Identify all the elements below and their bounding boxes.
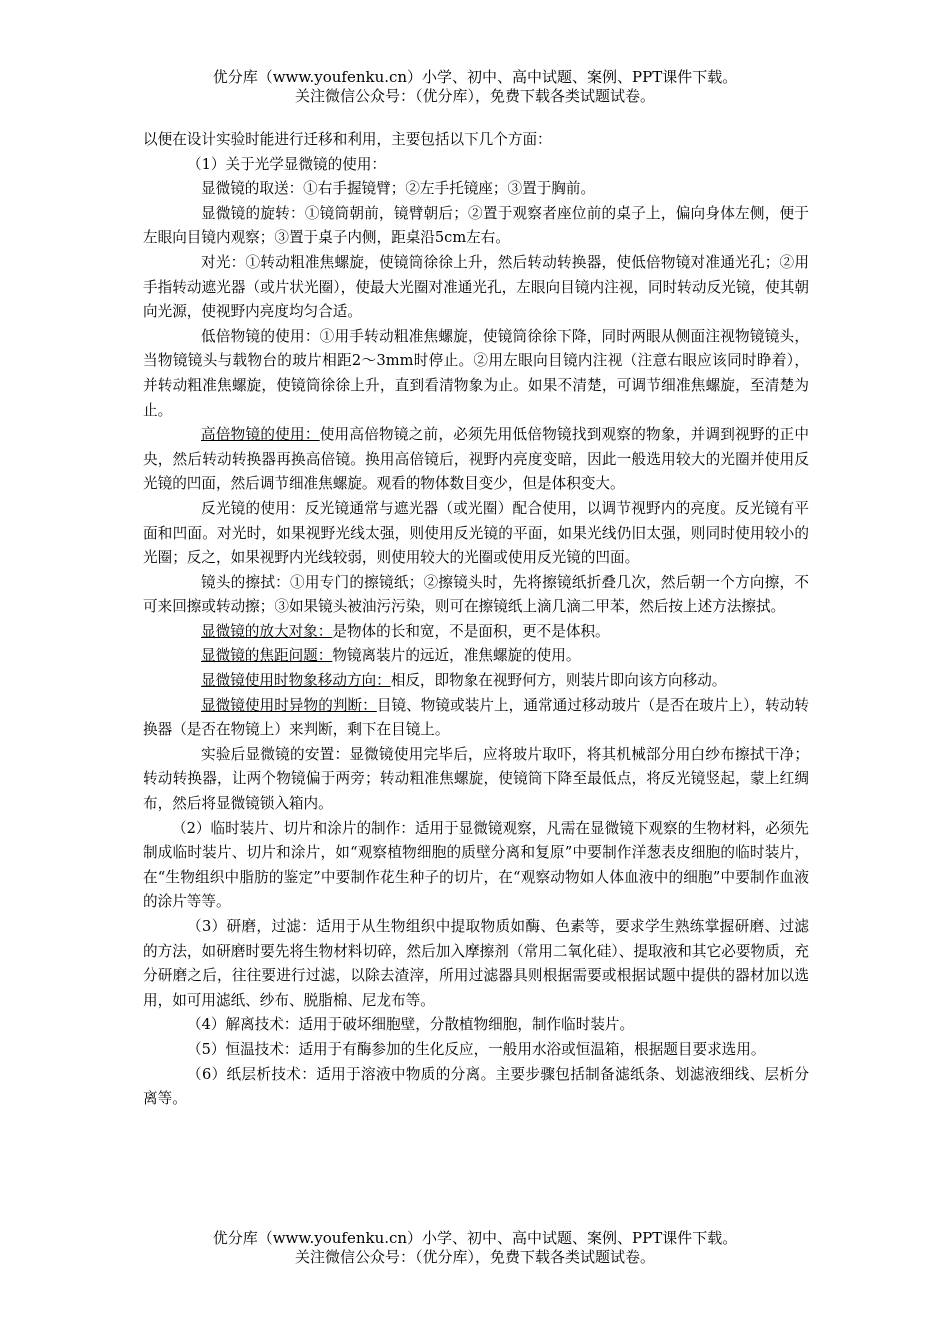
paragraph-image-movement — [143, 669, 809, 694]
focus-label: 显微镜的焦距问题： — [201, 647, 333, 665]
paragraph-intro: 以便在设计实验时能进行迁移和利用，主要包括以下几个方面： — [143, 131, 552, 148]
section-6-chromatography: （6）纸层析技术：适用于溶液中物质的分离。主要步骤包括制备滤纸条、划滤液细线、层析分离等。 — [143, 1065, 809, 1108]
image-movement-label: 显微镜使用时物象移动方向： — [201, 672, 391, 690]
paragraph-microscope-placement: 显微镜的旋转：①镜筒朝前，镜臂朝后；②置于观察者座位前的桌子上，偏向身体左侧，便于左眼向目镜内观察；③置于桌子内侧，距桌沿5cm左右。 — [143, 204, 809, 247]
foreign-object-text: 目镜、物镜或装片上，通常通过移动玻片（是否在玻片上），转动转换器（是否在物镜上）来判断，剩下在目镜上。 — [143, 696, 809, 739]
focus-text: 物镜离装片的远近，准焦螺旋的使用。 — [332, 647, 581, 665]
footer-line-1: 优分库（www.youfenku.cn）小学、初中、高中试题、案例、PPT课件下载。 — [212, 1229, 738, 1247]
paragraph-high-power — [143, 423, 809, 497]
page-header — [0, 68, 950, 106]
section-2-slides: （2）临时装片、切片和涂片的制作：适用于显微镜观察，凡需在显微镜下观察的生物材料，必须先制成临时装片、切片和涂片，如“观察植物细胞的质壁分离和复原”中要制作洋葱表皮细胞的临时装片，在“生物组织中脂肪的鉴定”中要制作花生种子的切片，在“观察动物如人体血液中的细胞”中要制作血液的涂片等等。 — [143, 819, 809, 911]
paragraph-magnification — [143, 620, 809, 645]
image-movement-text: 相反，即物象在视野何方，则装片即向该方向移动。 — [390, 672, 727, 690]
paragraph-low-power: 低倍物镜的使用：①用手转动粗准焦螺旋，使镜筒徐徐下降，同时两眼从侧面注视物镜镜头，当物镜镜头与载物台的玻片相距2～3mm时停止。②用左眼向目镜内注视（注意右眼应该同时睁着），并转动粗准焦螺旋，使镜筒徐徐上升，直到看清物象为止。如果不清楚，可调节细准焦螺旋，至清楚为止。 — [143, 327, 809, 419]
magnification-label: 显微镜的放大对象： — [201, 622, 333, 640]
section-3-grinding: （3）研磨，过滤：适用于从生物组织中提取物质如酶、色素等，要求学生熟练掌握研磨、过滤的方法，如研磨时要先将生物材料切碎，然后加入摩擦剂（常用二氧化硅）、提取液和其它必要物质，充分研磨之后，往往要进行过滤，以除去渣滓，所用过滤器具则根据需要或根据试题中提供的器材加以选用，如可用滤纸、纱布、脱脂棉、尼龙布等。 — [143, 918, 809, 1009]
footer-line-2: 关注微信公众号：（优分库），免费下载各类试题试卷。 — [294, 1248, 655, 1266]
paragraph-light-adjust: 对光：①转动粗准焦螺旋，使镜筒徐徐上升，然后转动转换器，使低倍物镜对准通光孔；②用手指转动遮光器（或片状光圈），使最大光圈对准通光孔，左眼向目镜内注视，同时转动反光镜，使其朝向光源，使视野内亮度均匀合适。 — [143, 253, 809, 321]
header-line-2: 关注微信公众号：（优分库），免费下载各类试题试卷。 — [294, 87, 655, 105]
high-power-text: 使用高倍物镜之前，必须先用低倍物镜找到观察的物象，并调到视野的正中央，然后转动转换器再换高倍镜。换用高倍镜后，视野内亮度变暗，因此一般选用较大的光圈并使用反光镜的凹面，然后调节细准焦螺旋。观看的物体数目变少，但是体积变大。 — [143, 426, 809, 493]
page-footer — [0, 1229, 950, 1267]
paragraph-foreign-object — [143, 694, 809, 743]
paragraph-mirror: 反光镜的使用：反光镜通常与遮光器（或光圈）配合使用，以调节视野内的亮度。反光镜有平面和凹面。对光时，如果视野光线太强，则使用反光镜的平面，如果光线仍旧太强，则同时使用较小的光圈；反之，如果视野内光线较弱，则使用较大的光圈或使用反光镜的凹面。 — [143, 499, 809, 567]
paragraph-storage: 实验后显微镜的安置：显微镜使用完毕后，应将玻片取吓，将其机械部分用白纱布擦拭干净；转动转换器，让两个物镜偏于两旁；转动粗准焦螺旋，使镜筒下降至最低点，将反光镜竖起，蒙上红绸布，然后将显微镜锁入箱内。 — [143, 745, 809, 813]
header-line-1: 优分库（www.youfenku.cn）小学、初中、高中试题、案例、PPT课件下载。 — [212, 68, 738, 86]
section-5-constant-temp: （5）恒温技术：适用于有酶参加的生化反应，一般用水浴或恒温箱，根据题目要求选用。 — [187, 1040, 766, 1058]
section-1-heading: （1）关于光学显微镜的使用： — [187, 155, 387, 173]
paragraph-microscope-carry: 显微镜的取送：①右手握镜臂；②左手托镜座；③置于胸前。 — [201, 180, 596, 198]
foreign-object-label: 显微镜使用时异物的判断： — [201, 696, 377, 714]
paragraph-lens-cleaning: 镜头的擦拭：①用专门的擦镜纸；②擦镜头时，先将擦镜纸折叠几次，然后朝一个方向擦，不可来回擦或转动擦；③如果镜头被油污污染，则可在擦镜纸上滴几滴二甲苯，然后按上述方法擦拭。 — [143, 573, 809, 616]
section-4-dissociation: （4）解离技术：适用于破坏细胞壁，分散植物细胞，制作临时装片。 — [187, 1016, 635, 1034]
high-power-label: 高倍物镜的使用： — [201, 426, 320, 444]
magnification-text: 是物体的长和宽，不是面积，更不是体积。 — [332, 622, 610, 640]
paragraph-focus — [143, 644, 809, 669]
document-body — [143, 128, 809, 1112]
